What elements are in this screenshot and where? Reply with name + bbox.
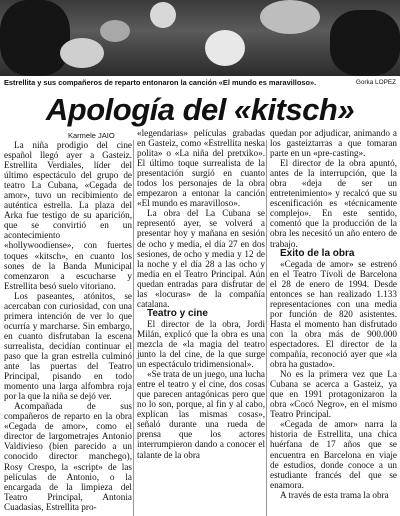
paragraph: La niña prodigio del cine español llegó ayer a Gasteiz. Estrellita Verdiales, líder del último espectáculo del grupo de teatro La Cubana, «Cegada de amor», tuvo un recibimiento de auténtica estrella. La plaza del Arka fue testigo de su aparición, que se convirtió en un acontecimiento «hollywoodiense», con fuertes toques «kitsch», en cuanto los sones de la Banda Municipal comenzaron a escucharse y Estrellita besó suelo vitoriano. xyxy=(4,140,132,291)
photo-caption: Estrellita y sus compañeros de reparto entonaron la canción «El mundo es maravilloso». xyxy=(4,78,317,87)
paragraph: «Cegada de amor» narra la historia de Estrellita, una chica huérfana de 17 años que se encuentra en Barcelona en viaje de estudios, donde conoce a un estudiante francés del que se enamora. xyxy=(270,419,397,490)
paragraph: Los paseantes, atónitos, se acercaban con curiosidad, con una primera intención de ver lo que ocurría y marcharse. Sin embargo, en cuanto disfrutaban la escena surrealista, decidían continuar el paso que la gran estrella culminó ante las puertas del Teatro Principal, pisando en todo momento una larga alfombra roja por la que la niña se dejó ver. xyxy=(4,290,132,402)
headline: Apología del «kitsch» xyxy=(45,92,355,127)
paragraph: «Se trata de un juego, una lucha entre el teatro y el cine, dos cosas que parecen antagónicas pero que no lo son, porque, al fin y al cabo, explican las mismas cosas», señaló durante una rueda de prensa que los actores interrumpieron dando a conocer el talante de la obra xyxy=(137,369,265,460)
news-photo xyxy=(0,0,400,76)
paragraph: Acompañada de sus compañeros de reparto en la obra «Cegada de amor», como el director de largometrajes Antonio Valdivieso (bien parecido a un conocido director manchego), Rosy Crespo, la «script» de las películas de Antonio, o la encargada de la limpieza del Teatro Principal, Antonia Cuadasias, Estrellita pro- xyxy=(4,401,132,512)
byline: Karmele JAIO xyxy=(68,131,115,140)
photo-credit: Gorka LOPEZ xyxy=(355,79,396,86)
article-column-1 xyxy=(4,140,132,512)
subheading: Teatro y cine xyxy=(147,307,208,319)
article-column-3 xyxy=(270,128,397,500)
subheading: Exito de la obra xyxy=(280,247,355,259)
paragraph: El director de la obra, Jordi Milán, explicó que la obra es una mezcla de «la magia del teatro junto la del cine, de la que surge un espectáculo tridimensional». xyxy=(137,318,265,370)
paragraph: La obra del La Cubana se representó ayer, se volverá a presentar hoy y mañana en sesión de ocho y media, el día 27 en dos sesiones, de ocho y media y 12 de la noche y el día 28 a las ocho y media en el Teatro Principal. Aún quedan entradas para disfrutar de las «locuras» de la compañía catalana. xyxy=(137,208,265,309)
paragraph: A través de esta trama la obra xyxy=(280,489,389,500)
column-divider xyxy=(133,140,134,516)
paragraph: El director de la obra apuntó, antes de la interrupción, que la obra «deja de ser un entretenimiento» y recalcó que su escenificación es «técnicamente complejo». En este sentido, comentó que la producción de la obra les necesitó un año entero de trabajo. xyxy=(270,158,397,249)
paragraph: «legendarias» películas grabadas en Gasteiz, como «Estrellita neska polita» o «La niña del pretxiko». El último toque surrealista de la presentación surgió en cuanto todos los personajes de la obra empezaron a entonar la canción «El mundo es maravilloso». xyxy=(137,128,265,209)
paragraph: quedan por adjudicar, animando a los gasteiztarras a que tomaran parte en un «pre-casting». xyxy=(270,128,397,159)
paragraph: «Cegada de amor» se estrenó en el Teatro Tívoli de Barcelona el 28 de enero de 1994. Desde entonces se han realizado 1.133 representaciones con una media por función de 820 asistentes. Hasta el momento han disfrutado con la obra más de 900.000 espectadores. El director de la compañía, reconoció ayer que «la obra ha gustado». xyxy=(270,258,397,370)
paragraph: No es la primera vez que La Cubana se acerca a Gasteiz, ya que en 1991 protagonizaron la obra «Cocó Negro», en el mismo Teatro Principal. xyxy=(270,369,397,420)
column-divider xyxy=(266,140,267,516)
article-column-2 xyxy=(137,128,265,460)
